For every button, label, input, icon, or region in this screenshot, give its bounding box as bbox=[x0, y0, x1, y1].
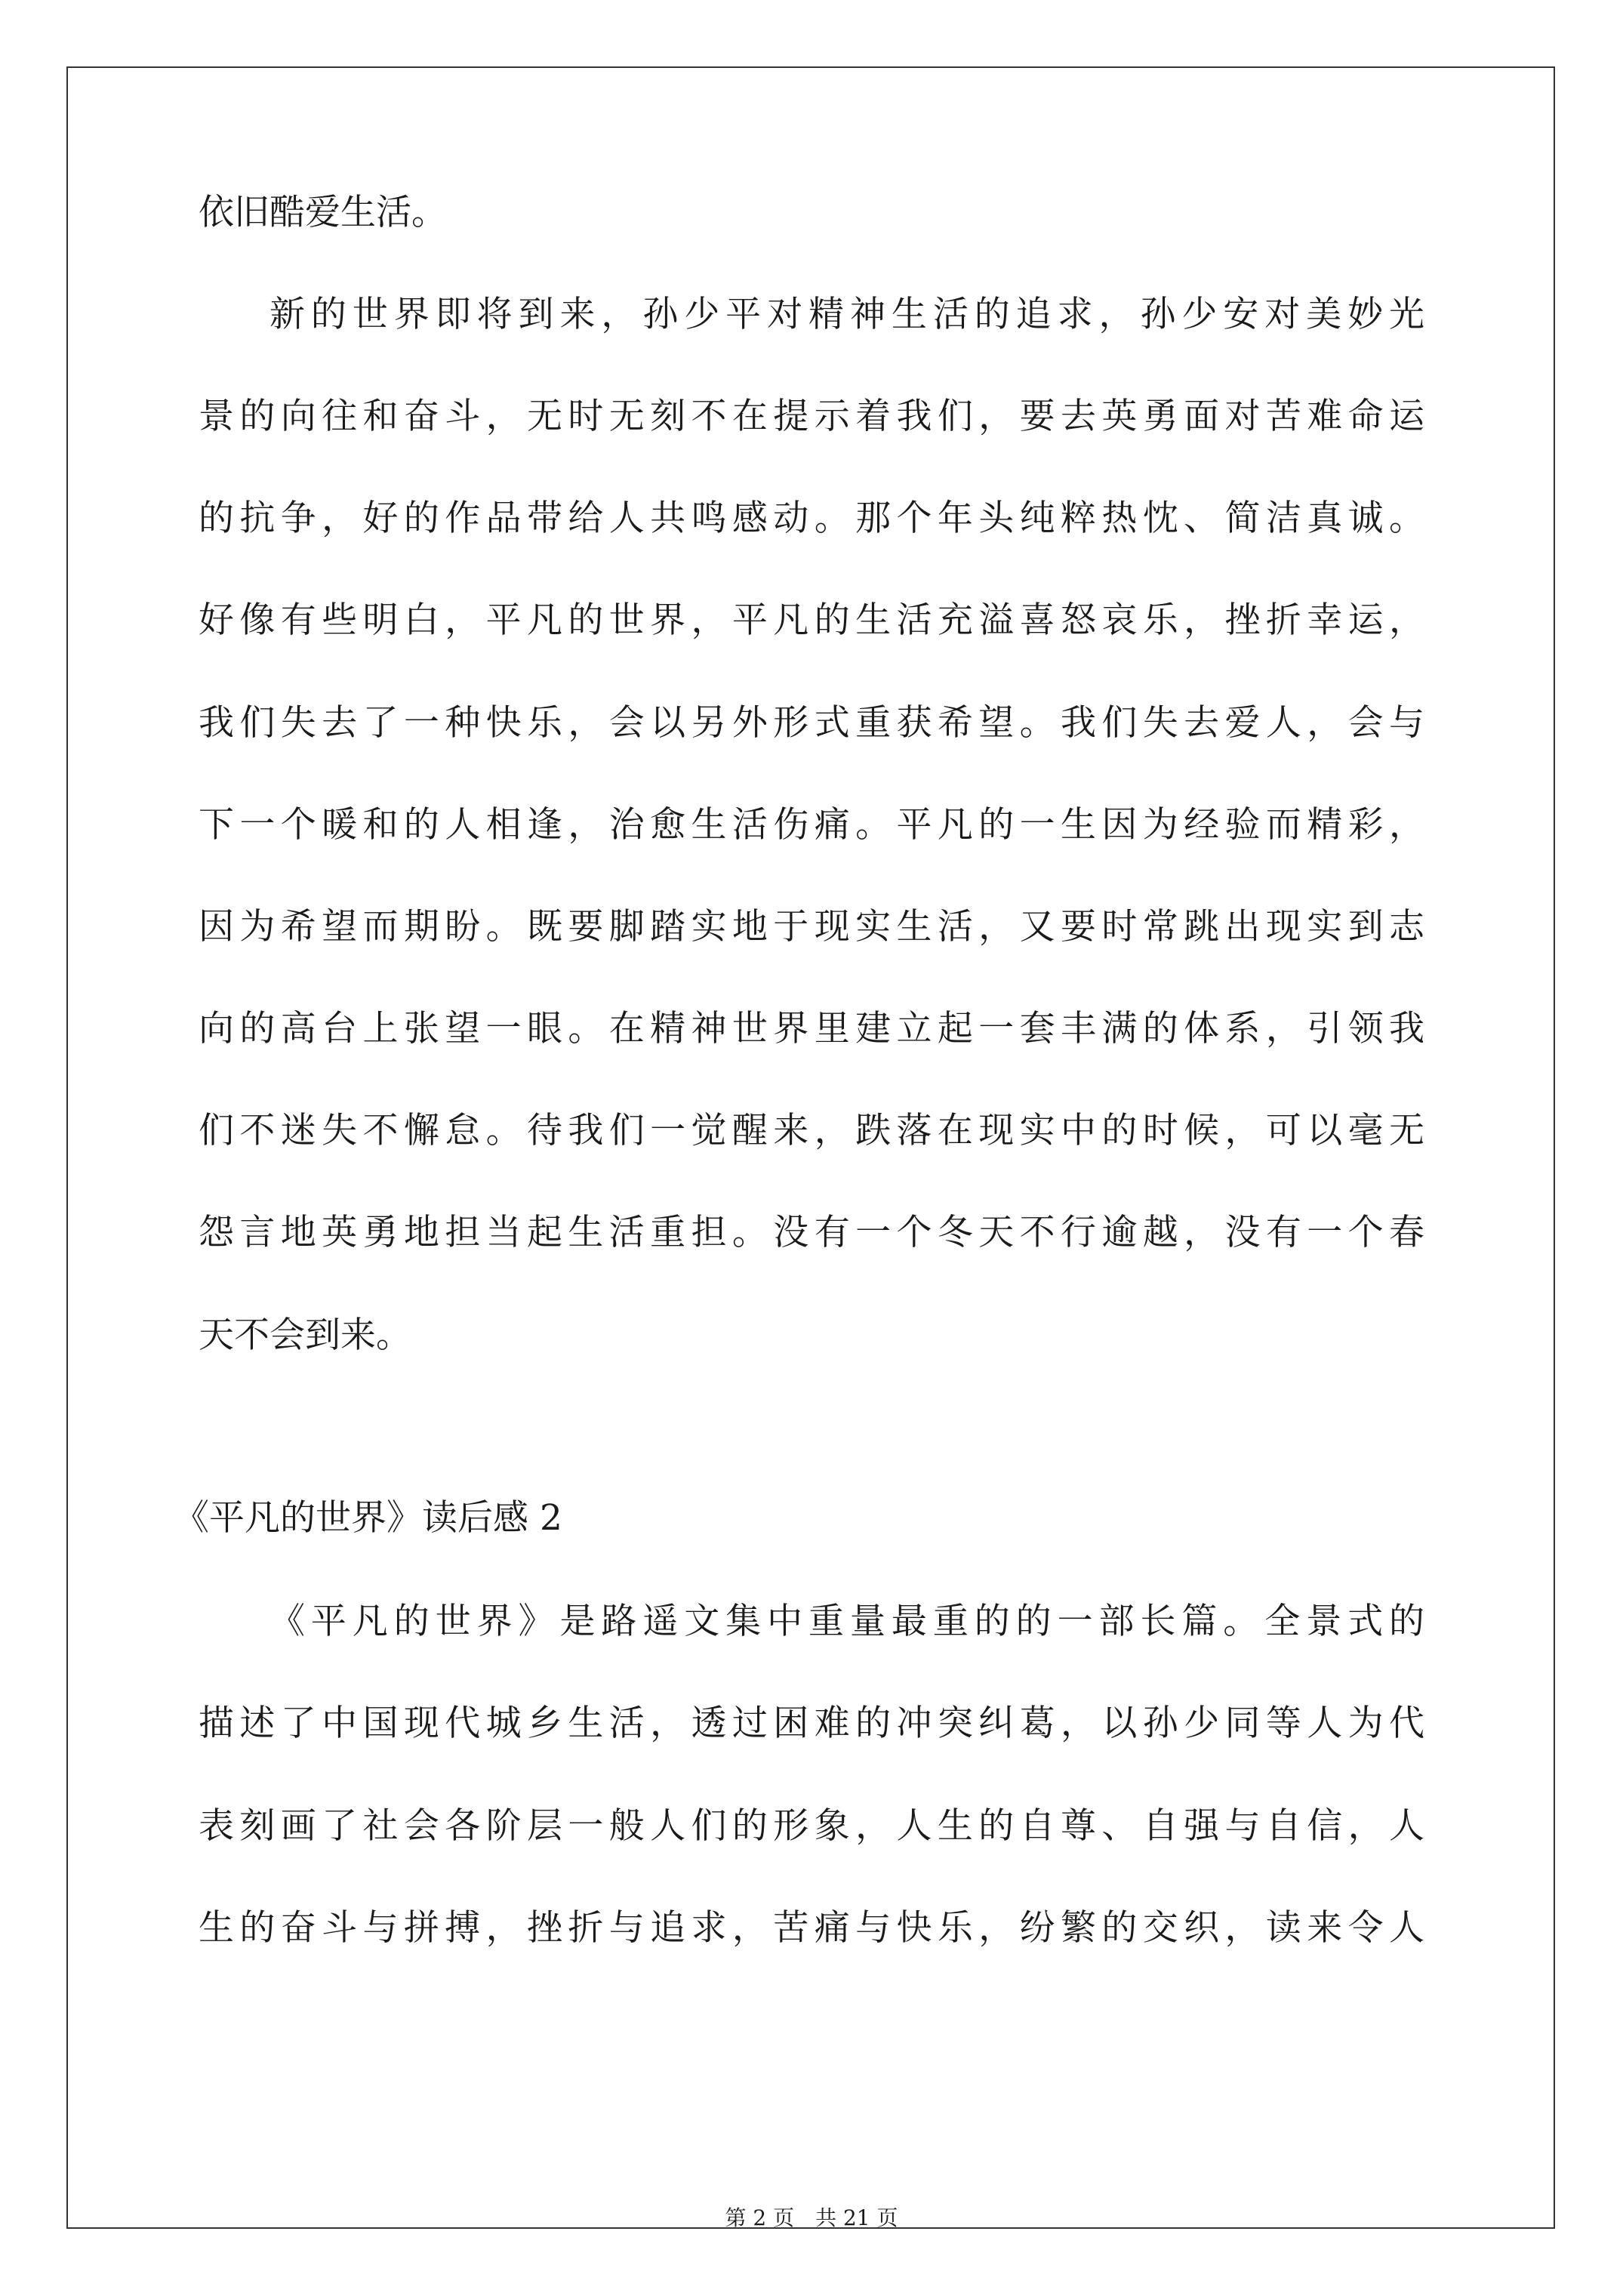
paragraph-line: 表刻画了社会各阶层一般人们的形象，人生的自尊、自强与自信，人 bbox=[199, 1805, 1424, 1847]
section-heading: 《平凡的世界》读后感 2 bbox=[174, 1497, 562, 1539]
paragraph-line: 生的奋斗与拼搏，挫折与追求，苦痛与快乐，纷繁的交织，读来令人 bbox=[199, 1907, 1424, 1949]
paragraph-line: 们不迷失不懈怠。待我们一觉醒来，跌落在现实中的时候，可以毫无 bbox=[199, 1110, 1424, 1151]
paragraph-line: 下一个暖和的人相逢，治愈生活伤痛。平凡的一生因为经验而精彩， bbox=[199, 804, 1424, 846]
paragraph-line: 我们失去了一种快乐，会以另外形式重获希望。我们失去爱人，会与 bbox=[199, 702, 1424, 744]
paragraph-line: 描述了中国现代城乡生活，透过困难的冲突纠葛，以孙少同等人为代 bbox=[199, 1703, 1424, 1744]
paragraph-line: 的抗争，好的作品带给人共鸣感动。那个年头纯粹热忱、简洁真诚。 bbox=[199, 498, 1424, 539]
page-number-footer: 第 2 页 共 21 页 bbox=[725, 2205, 898, 2230]
paragraph-line: 怨言地英勇地担当起生活重担。没有一个冬天不行逾越，没有一个春 bbox=[199, 1212, 1424, 1253]
paragraph-line: 好像有些明白，平凡的世界，平凡的生活充溢喜怒哀乐，挫折幸运， bbox=[199, 599, 1424, 641]
paragraph-line: 向的高台上张望一眼。在精神世界里建立起一套丰满的体系，引领我 bbox=[199, 1008, 1424, 1049]
paragraph-line: 景的向往和奋斗，无时无刻不在提示着我们，要去英勇面对苦难命运 bbox=[199, 396, 1424, 437]
paragraph-line: 新的世界即将到来，孙少平对精神生活的追求，孙少安对美妙光 bbox=[269, 294, 1424, 335]
paragraph-line: 《平凡的世界》是路遥文集中重量最重的的一部长篇。全景式的 bbox=[269, 1601, 1424, 1642]
paragraph-line: 因为希望而期盼。既要脚踏实地于现实生活，又要时常跳出现实到志 bbox=[199, 906, 1424, 948]
paragraph-line: 天不会到来。 bbox=[199, 1314, 411, 1356]
paragraph-line: 依旧酷爱生活。 bbox=[199, 192, 447, 233]
